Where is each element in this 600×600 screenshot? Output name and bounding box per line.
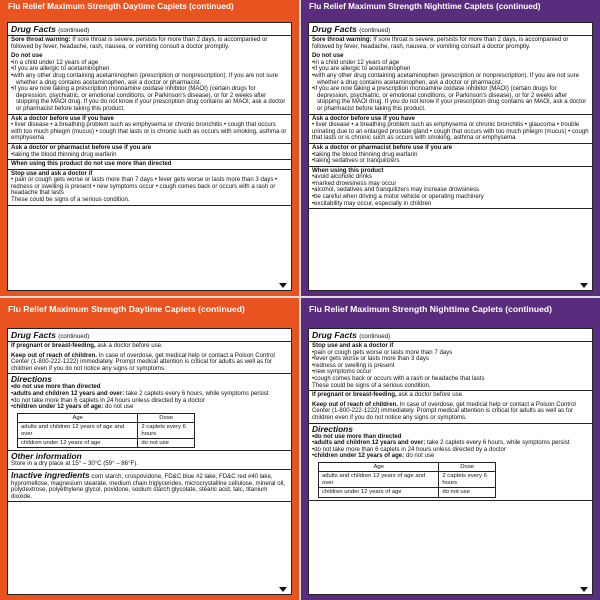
stop-use-label: Stop use and ask a doctor if — [312, 342, 394, 349]
table-cell: 2 caplets every 6 hours — [439, 472, 496, 488]
drug-facts-heading — [8, 329, 291, 342]
sore-throat-text: If sore throat is severe, persists for more than 2 days, is accompanied or followed by fever, headache, rash, nausea, or vomiting consult a doctor promptly. — [11, 36, 268, 50]
directions-section — [309, 424, 592, 501]
directions-section — [8, 374, 291, 451]
ask-doctor-text: • liver disease • a breathing problem such as emphysema or chronic bronchitis • glaucoma • trouble urinating due to an enlarged prostate gland • cough that occurs with too much phlegm (mucus) • cough that lasts or is chronic such as occurs with smoking, asthma or emphysema — [312, 121, 589, 142]
table-header-row — [319, 462, 496, 471]
panel-daytime-top — [0, 0, 299, 296]
ask-pharmacist-section — [8, 144, 291, 160]
panel-daytime-bottom — [0, 298, 299, 600]
list-item: • fever gets worse or lasts more than 3 days — [312, 356, 589, 363]
do-not-use-list — [312, 60, 589, 113]
list-item — [312, 453, 589, 460]
stop-use-text: • pain or cough gets worse or lasts more than 7 days • fever gets worse or lasts more than 3 days • redness or swelling is present • new symptoms occur • cough comes back or occurs with a rash or headache that lasts — [11, 176, 278, 197]
list-item: • new symptoms occur — [312, 369, 589, 376]
table-cell: children under 12 years of age — [18, 438, 138, 447]
drug-facts-box — [308, 22, 593, 291]
list-item: • alcohol, sedatives and tranquilizers may increase drowsiness — [312, 187, 589, 194]
drug-facts-heading — [8, 23, 291, 36]
direction-bold: children under 12 years of age: — [314, 452, 405, 460]
ask-doctor-section — [309, 115, 592, 144]
do-not-use-list — [11, 60, 288, 113]
drug-facts-box — [308, 328, 593, 595]
ask-doctor-label: Ask a doctor before use if you have — [11, 114, 114, 122]
list-item: • in a child under 12 years of age — [11, 60, 288, 67]
drug-facts-heading — [309, 23, 592, 36]
list-item: • taking the blood thinning drug warfarin — [11, 152, 288, 159]
table-cell: children under 12 years of age — [319, 488, 439, 497]
panel-title: Flu Relief Maximum Strength Daytime Caplets (continued) — [8, 2, 234, 11]
table-cell: do not use — [138, 438, 195, 447]
pregnancy-label: If pregnant or breast-feeding, — [312, 391, 397, 399]
do-not-use-label: Do not use — [312, 52, 344, 60]
drug-facts-title: Drug Facts — [312, 330, 357, 340]
continued-label: (continued) — [359, 27, 391, 34]
list-item: • avoid alcoholic drinks — [312, 174, 589, 181]
other-info-text: Store in a dry place at 15° – 30°C (59° – 86°F). — [11, 460, 138, 468]
continued-label: (continued) — [58, 333, 90, 340]
sore-throat-text: If sore throat is severe, persists for more than 2 days, is accompanied or followed by fever, headache, rash, nausea, or vomiting consult a doctor promptly. — [312, 36, 569, 50]
table-row — [18, 438, 195, 447]
drug-facts-box — [7, 22, 292, 291]
drug-facts-title: Drug Facts — [11, 330, 56, 340]
panel-nighttime-bottom — [301, 298, 600, 600]
continue-arrow-icon — [279, 587, 287, 592]
panel-title: Flu Relief Maximum Strength Daytime Caplets (continued) — [8, 304, 245, 314]
continue-arrow-icon — [580, 587, 588, 592]
ask-pharmacist-label: Ask a doctor or pharmacist before use if you are — [11, 143, 152, 151]
ask-doctor-text: • liver disease • a breathing problem such as emphysema or chronic bronchitis • cough that occurs with too much phlegm (mucus) • cough that lasts or is chronic such as occurs with smoking, asthma or emphysema — [11, 121, 287, 142]
keep-out-text: In case of overdose, get medical help or contact a Poison Control Center (1-800-222-1222) immediately. Prompt medical attention is critical for adults as well as for children even if you do not notice any signs or symptoms. — [312, 400, 576, 421]
list-item: • if you are allergic to acetaminophen — [11, 66, 288, 73]
stop-use-label: Stop use and ask a doctor if — [11, 169, 93, 177]
ask-pharmacist-section — [309, 144, 592, 167]
list-item: • be careful when driving a motor vehicle or operating machinery — [312, 194, 589, 201]
list-item: • do not use more than directed — [11, 384, 288, 391]
ask-doctor-section — [8, 115, 291, 144]
list-item: • if you are allergic to acetaminophen — [312, 66, 589, 73]
keep-out-text: In case of overdose, get medical help or contact a Poison Control Center (1-800-222-1222) immediately. Prompt medical attention is critical for adults as well as for children even if you do not notice any signs or symptoms. — [11, 351, 275, 372]
direction-text: take 2 caplets every 6 hours, while symptoms persist — [125, 389, 269, 397]
stop-use-tail: These could be signs of a serious condition. — [11, 196, 130, 204]
dosage-table — [318, 462, 496, 498]
panel-title: Flu Relief Maximum Strength Nighttime Caplets (continued) — [309, 304, 553, 314]
table-row — [319, 472, 496, 488]
direction-text: do not use — [104, 403, 134, 411]
direction-bold: children under 12 years of age: — [13, 403, 104, 411]
list-item: • redness or swelling is present — [312, 363, 589, 370]
keep-out-label: Keep out of reach of children. — [312, 400, 398, 408]
continue-arrow-icon — [279, 283, 287, 288]
pregnancy-section — [8, 342, 291, 374]
table-cell: 2 caplets every 6 hours — [138, 423, 195, 439]
direction-text: take 2 caplets every 6 hours, while symptoms persist — [426, 439, 570, 447]
when-using-section — [309, 167, 592, 210]
keep-out-label: Keep out of reach of children. — [11, 351, 97, 359]
list-item: • taking sedatives or tranquilizers — [312, 158, 589, 165]
table-row — [18, 423, 195, 439]
stop-use-tail: These could be signs of a serious condition. — [312, 381, 431, 389]
list-item: • with any other drug containing acetaminophen (prescription or nonprescription). If you are not sure whether a drug contains acetaminophen, ask a doctor or pharmacist. — [11, 73, 288, 86]
table-row — [319, 488, 496, 497]
drug-facts-heading — [309, 329, 592, 342]
other-info-section — [8, 451, 291, 470]
list-item — [11, 404, 288, 411]
inactive-ingredients-text: corn starch, crospovidone, FD&C blue #2 lake, FD&C red #40 lake, hypromellose, magnesium stearate, medium chain triglycerides, microcrystalline cellulose, mineral oil, polydextrose, polyethylene glycol, povidone, sodium starch glycolate, stearic acid, talc, titanium dioxide. — [11, 472, 285, 500]
list-item: • cough comes back or occurs with a rash or headache that lasts — [312, 376, 589, 383]
other-info-heading: Other information — [11, 451, 82, 462]
column-header-age: Age — [18, 413, 138, 422]
when-using-label: When using this product do not use more than directed — [11, 160, 172, 168]
sore-throat-section — [8, 36, 291, 115]
direction-bold: adults and children 12 years and over: — [13, 389, 125, 397]
do-not-use-label: Do not use — [11, 52, 43, 60]
pregnancy-label: If pregnant or breast-feeding, — [11, 342, 96, 349]
ask-pharmacist-label: Ask a doctor or pharmacist before use if you are — [312, 143, 453, 151]
inactive-ingredients-heading: Inactive ingredients — [11, 469, 90, 480]
when-using-section — [8, 160, 291, 170]
list-item: • if you are now taking a prescription monoamine oxidase inhibitor (MAOI) (certain drugs for depression, psychiatric, or emotional conditions, or Parkinson's disease), or for 2 weeks after stopping the MAOI drug. If you do not know if your prescription drug contains an MAOI, ask a doctor or pharmacist before taking this product. — [312, 86, 589, 112]
sore-throat-section — [309, 36, 592, 115]
directions-heading: Directions — [11, 374, 52, 385]
sore-throat-label: Sore throat warning: — [312, 36, 372, 43]
panel-nighttime-top — [301, 0, 600, 296]
column-header-age: Age — [319, 462, 439, 471]
when-using-label: When using this product — [312, 166, 384, 174]
list-item: • pain or cough gets worse or lasts more than 7 days — [312, 350, 589, 357]
inactive-ingredients-section — [8, 470, 291, 502]
panel-title: Flu Relief Maximum Strength Nighttime Caplets (continued) — [309, 2, 541, 11]
list-item: • excitability may occur, especially in children — [312, 201, 589, 208]
column-header-dose: Dose — [138, 413, 195, 422]
list-item: • marked drowsiness may occur — [312, 181, 589, 188]
table-cell: adults and children 12 years of age and over — [319, 472, 439, 488]
sore-throat-label: Sore throat warning: — [11, 36, 71, 43]
dosage-table — [17, 413, 195, 449]
stop-use-section — [8, 170, 291, 206]
column-header-dose: Dose — [439, 462, 496, 471]
stop-use-section — [309, 342, 592, 391]
list-item: • do not take more than 6 caplets in 24 hours unless directed by a doctor — [312, 447, 589, 454]
directions-heading: Directions — [312, 423, 353, 434]
direction-text: do not use — [405, 452, 435, 460]
table-cell: adults and children 12 years of age and over — [18, 423, 138, 439]
direction-bold: adults and children 12 years and over: — [314, 439, 426, 447]
pregnancy-text: ask a doctor before use. — [97, 342, 163, 349]
list-item: • if you are now taking a prescription monoamine oxidase inhibitor (MAOI) (certain drugs for depression, psychiatric, or emotional conditions, or Parkinson's disease), or for 2 weeks after stopping the MAOI drug. If you do not know if your prescription drug contains an MAOI, ask a doctor or pharmacist before taking this product. — [11, 86, 288, 112]
table-cell: do not use — [439, 488, 496, 497]
ask-doctor-label: Ask a doctor before use if you have — [312, 114, 415, 122]
list-item: • do not use more than directed — [312, 434, 589, 441]
continued-label: (continued) — [58, 27, 90, 34]
list-item: • in a child under 12 years of age — [312, 60, 589, 67]
continue-arrow-icon — [580, 283, 588, 288]
list-item: • do not take more than 6 caplets in 24 hours unless directed by a doctor — [11, 398, 288, 405]
pregnancy-text: ask a doctor before use. — [398, 391, 464, 399]
pregnancy-section — [309, 391, 592, 423]
continued-label: (continued) — [359, 333, 391, 340]
drug-facts-title: Drug Facts — [312, 24, 357, 34]
list-item: • taking the blood thinning drug warfarin — [312, 152, 589, 159]
drug-facts-box — [7, 328, 292, 595]
table-header-row — [18, 413, 195, 422]
drug-facts-title: Drug Facts — [11, 24, 56, 34]
list-item: • with any other drug containing acetaminophen (prescription or nonprescription). If you are not sure whether a drug contains acetaminophen, ask a doctor or pharmacist. — [312, 73, 589, 86]
